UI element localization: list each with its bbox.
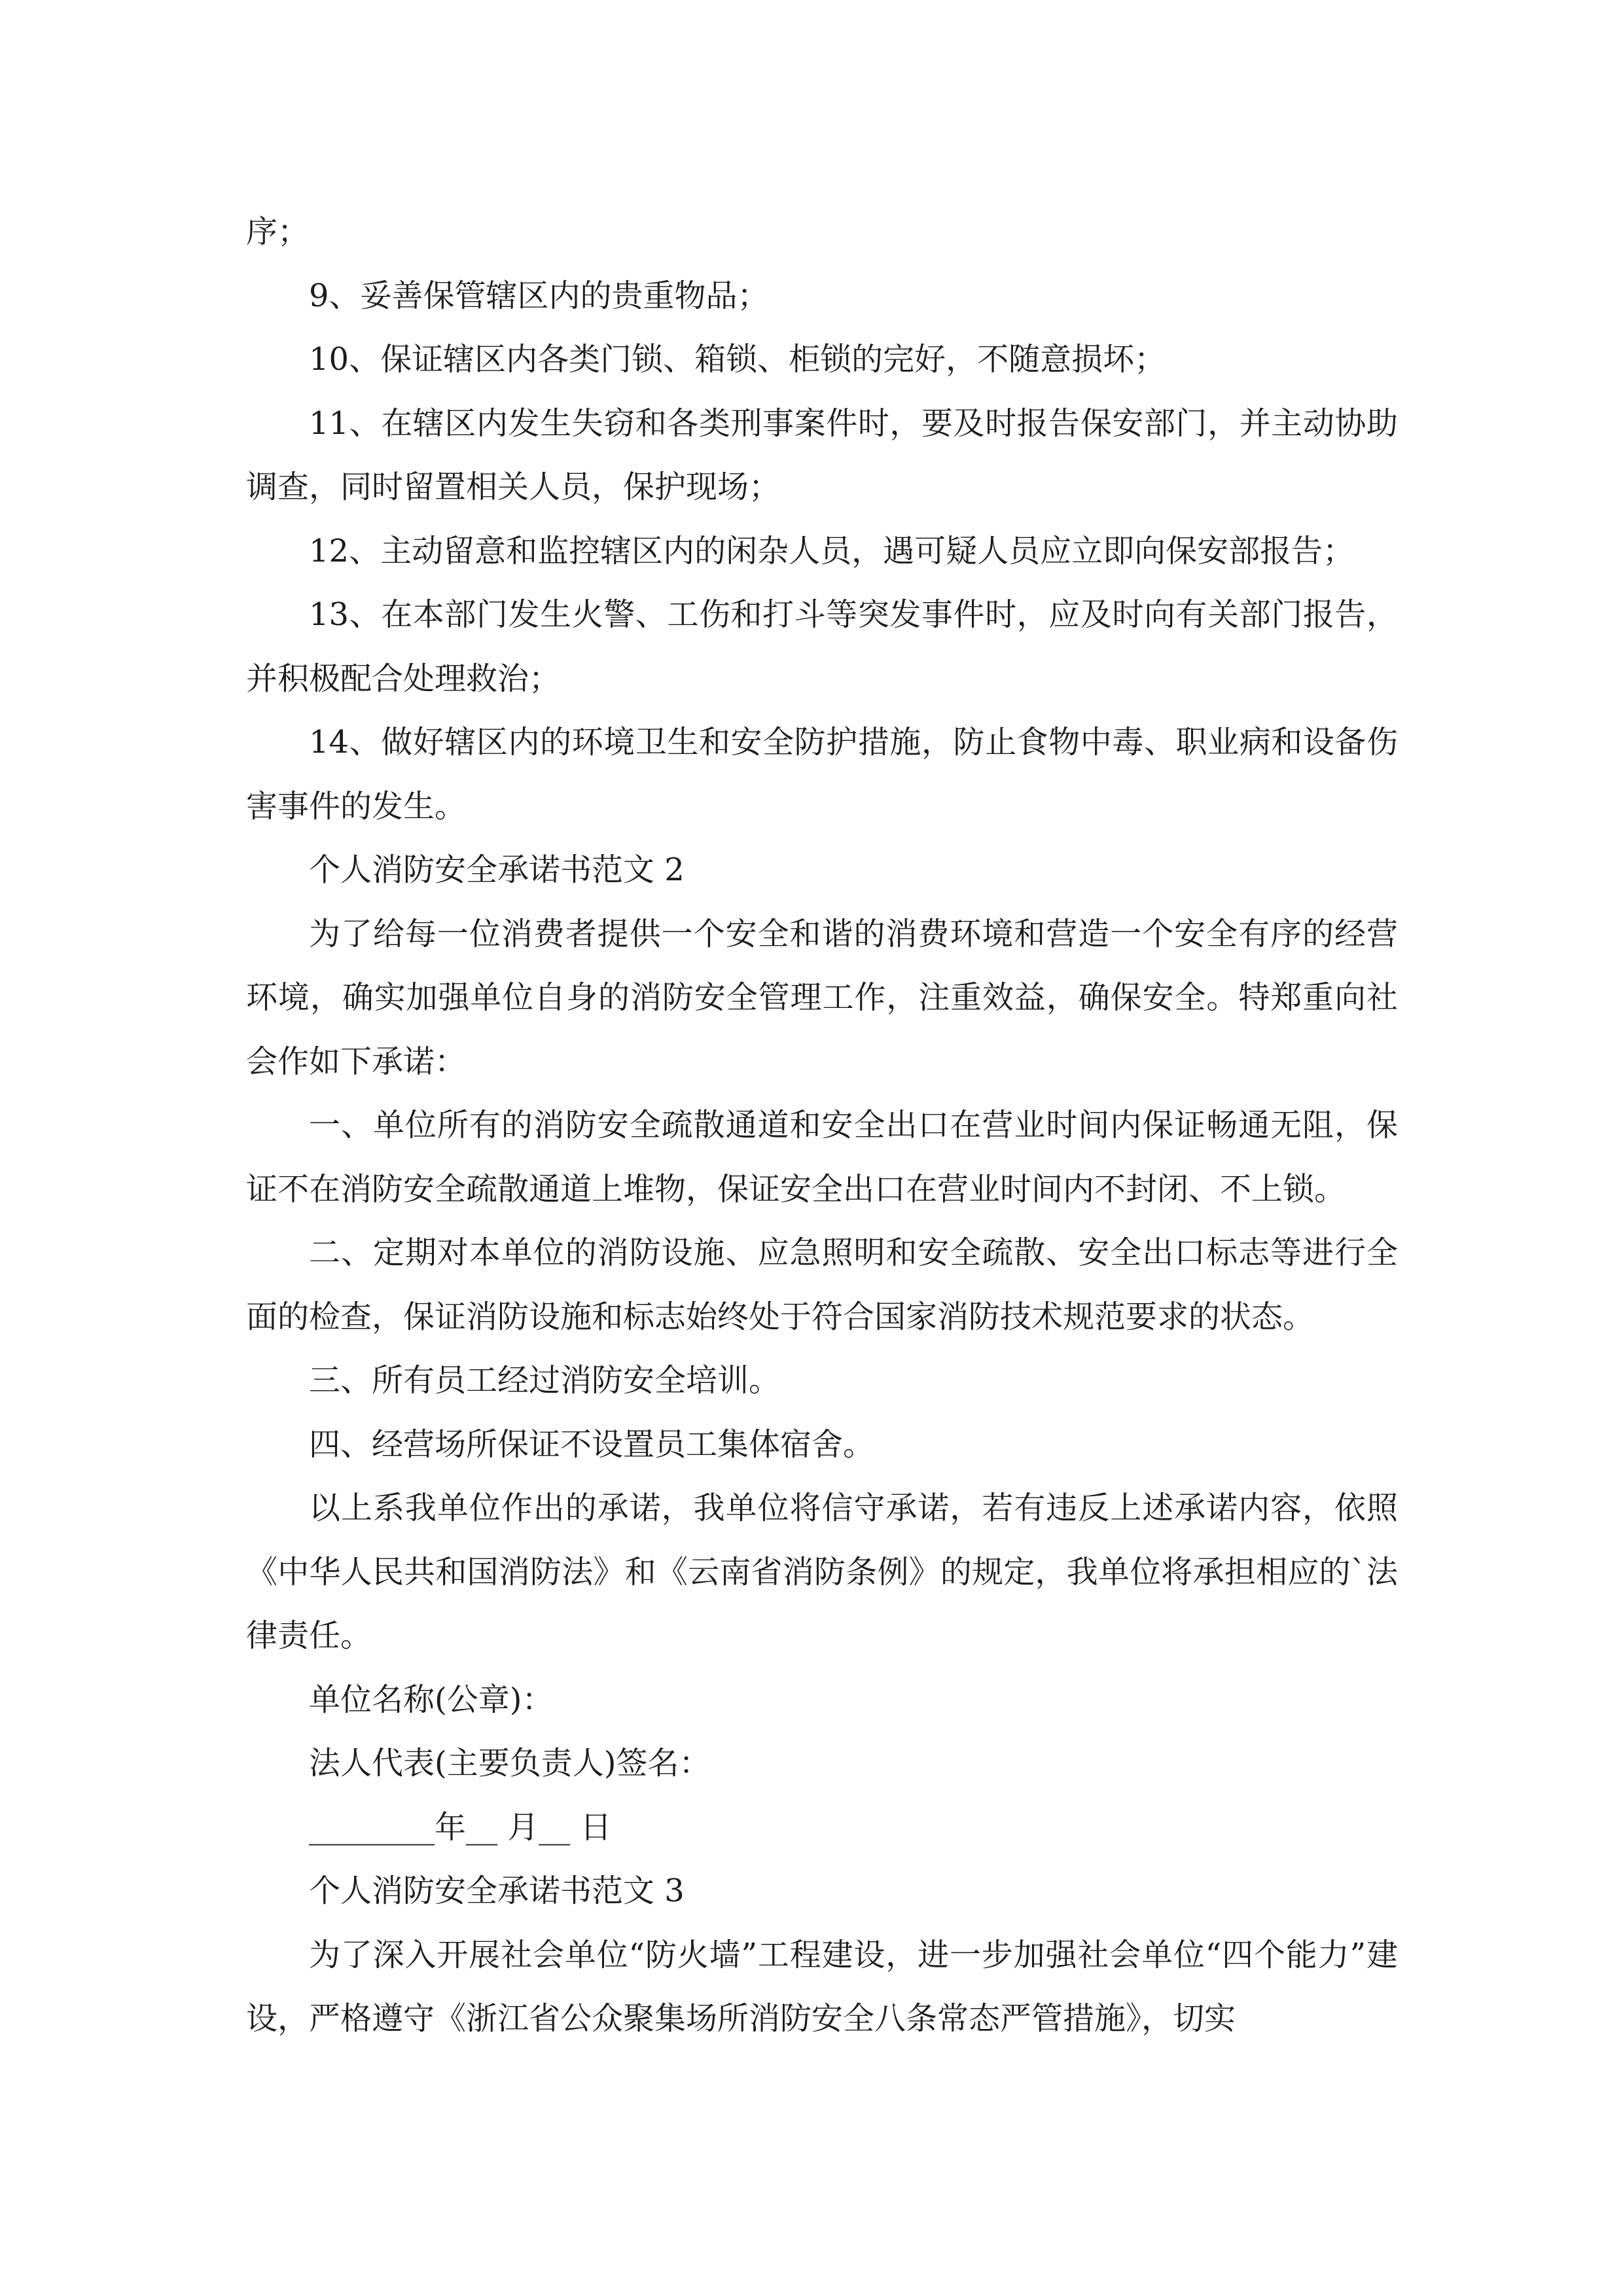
signature-line-representative: 法人代表(主要负责人)签名： (309, 1745, 711, 1782)
paragraph: 以上系我单位作出的承诺，我单位将信守承诺，若有违反上述承诺内容，依照《中华人民共和国消防法》和《云南省消防条例》的规定，我单位将承担相应的`法律责任。 (246, 1490, 1398, 1654)
paragraph: 9、妥善保管辖区内的贵重物品； (309, 277, 769, 314)
paragraph: 12、主动留意和监控辖区内的闲杂人员，遇可疑人员应立即向保安部报告； (309, 532, 1355, 569)
paragraph: 四、经营场所保证不设置员工集体宿舍。 (309, 1426, 875, 1463)
paragraph: 14、做好辖区内的环境卫生和安全防护措施，防止食物中毒、职业病和设备伤害事件的发生。 (246, 724, 1398, 825)
paragraph: 三、所有员工经过消防安全培训。 (309, 1362, 781, 1399)
section-heading: 个人消防安全承诺书范文 3 (309, 1873, 685, 1909)
paragraph: 一、单位所有的消防安全疏散通道和安全出口在营业时间内保证畅通无阻，保证不在消防安全疏散通道上堆物，保证安全出口在营业时间内不封闭、不上锁。 (246, 1107, 1398, 1208)
paragraph: 13、在本部门发生火警、工伤和打斗等突发事件时，应及时向有关部门报告，并积极配合处理救治； (246, 596, 1398, 697)
document-body (246, 200, 1398, 2051)
signature-line-unit: 单位名称(公章)： (309, 1681, 554, 1718)
paragraph: 二、定期对本单位的消防设施、应急照明和安全疏散、安全出口标志等进行全面的检查，保证消防设施和标志始终处于符合国家消防技术规范要求的状态。 (246, 1234, 1398, 1335)
paragraph: 为了给每一位消费者提供一个安全和谐的消费环境和营造一个安全有序的经营环境，确实加强单位自身的消防安全管理工作，注重效益，确保安全。特郑重向社会作如下承诺： (246, 915, 1398, 1080)
paragraph: 序； (246, 213, 310, 250)
paragraph: 为了深入开展社会单位“防火墙”工程建设，进一步加强社会单位“四个能力”建设，严格遵守《浙江省公众聚集场所消防安全八条常态严管措施》，切实 (246, 1936, 1398, 2037)
date-line: ________年__ 月__ 日 (309, 1808, 612, 1846)
paragraph: 11、在辖区内发生失窃和各类刑事案件时，要及时报告保安部门，并主动协助调查，同时留置相关人员，保护现场； (246, 404, 1398, 505)
paragraph: 10、保证辖区内各类门锁、箱锁、柜锁的完好，不随意损坏； (309, 341, 1166, 378)
section-heading: 个人消防安全承诺书范文 2 (309, 852, 685, 888)
